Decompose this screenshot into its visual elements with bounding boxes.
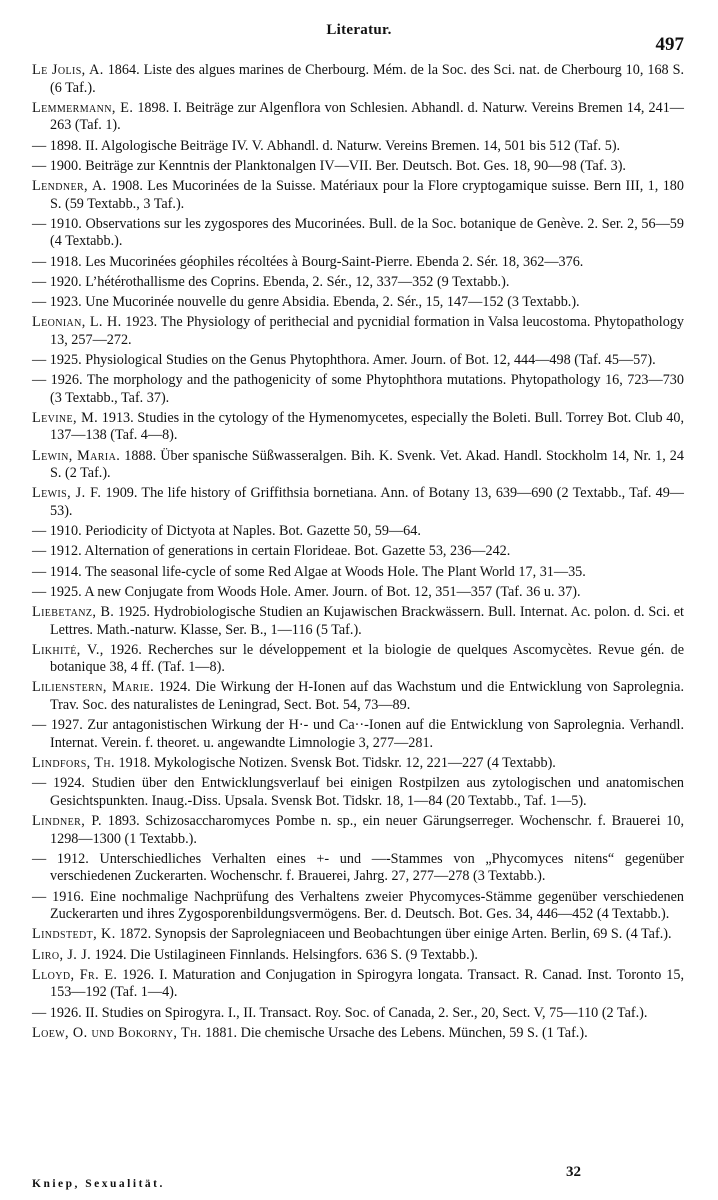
entry-text: — 1900. Beiträge zur Kenntnis der Planktonalgen IV—VII. Ber. Deutsch. Bot. Ges. 18, 90—98 (Taf. 3). [32,157,626,174]
bibliography-entry [32,138,684,156]
entry-author: Lendner, A. [32,177,107,194]
entry-text: — 1926. II. Studies on Spirogyra. I., II. Transact. Roy. Soc. of Canada, 2. Ser., 20, Sect. V, 75—110 (2 Taf.). [32,1004,648,1021]
entry-author: Lilienstern, Marie. [32,679,154,696]
bibliography-entry [32,642,684,677]
bibliography-entry [32,523,684,541]
entry-author: Lemmermann, E. [32,99,134,116]
running-title: Literatur. [326,22,392,38]
entry-text: — 1924. Studien über den Entwicklungsverlauf bei einigen Rostpilzen aus zytologischen und anatomischen Gesichtspunkten. Inaug.-Diss. Upsala. Svensk Bot. Tidskr. 18, 1—84 (20 Textabb., Taf. 1—5). [32,775,684,809]
entry-author: Lewin, Maria. [32,447,121,464]
entry-text: 1888. Über spanische Süßwasseralgen. Bih. K. Svenk. Vet. Akad. Handl. Stockholm 14, Nr. 1, 24 S. (2 Taf.). [50,447,684,482]
entry-author: Liebetanz, B. [32,603,115,620]
bibliography-entry [32,584,684,602]
entry-text: — 1925. A new Conjugate from Woods Hole. Amer. Journ. of Bot. 12, 351—357 (Taf. 36 u. 37). [32,583,581,600]
bibliography-entry [32,158,684,176]
entry-author: Lewis, J. F. [32,485,102,502]
printer-signature: Kniep, Sexualität. [32,1178,165,1190]
bibliography-entry [32,216,684,251]
entry-text: — 1927. Zur antagonistischen Wirkung der H·- und Ca··-Ionen auf die Entwicklung von Saprolegnia. Verhandl. Internat. Verein. f. theoret. u. angewandte Limnologie 3, 277—281. [32,717,684,751]
entry-author: Leonian, L. H. [32,314,122,331]
page-header [0,22,718,55]
bibliography-entry [32,294,684,312]
bibliography-entry [32,543,684,561]
entry-text: — 1912. Alternation of generations in certain Florideae. Bot. Gazette 53, 236—242. [32,543,511,560]
entry-text: — 1925. Physiological Studies on the Genus Phytophthora. Amer. Journ. of Bot. 12, 444—498 (Taf. 45—57). [32,351,656,368]
bibliography-entry [32,274,684,292]
entry-text: — 1918. Les Mucorinées géophiles récoltées à Bourg-Saint-Pierre. Ebenda 2. Sér. 18, 362—376. [32,253,584,270]
bibliography-entry [32,62,684,97]
bibliography-entry [32,755,684,773]
bibliography-entry [32,967,684,1002]
bibliography-entry [32,352,684,370]
entry-author: Loew, O. und Bokorny, Th. [32,1024,202,1041]
signature-mark: 32 [566,1164,581,1180]
bibliography-entry [32,1005,684,1023]
entry-author: Liro, J. J. [32,946,92,963]
entry-author: Levine, M. [32,409,99,426]
entry-text: — 1916. Eine nochmalige Nachprüfung des Verhaltens zweier Phycomyces-Stämme gegenüber verschiedenen Zuckerarten und ihres Zygosporenbildungsvermögens. Ber. d. Deutsch. Bot. Ges. 34, 446—452 (4 Textabb.). [32,888,684,923]
bibliography-entry [32,813,684,848]
entry-text: 1864. Liste des algues marines de Cherbourg. Mém. de la Soc. des Sci. nat. de Cherbourg 10, 168 S. (6 Taf.). [50,62,685,96]
entry-text: 1926. Recherches sur le développement et la biologie de quelques Ascomycètes. Revue gén. de botanique 38, 4 ff. (Taf. 1—8). [50,641,684,676]
entry-text: 1881. Die chemische Ursache des Lebens. München, 59 S. (1 Taf.). [201,1024,588,1041]
entry-author: Lindner, P. [32,813,102,829]
bibliography-entry [32,889,684,924]
entry-text: 1913. Studies in the cytology of the Hymenomycetes, especially the Boleti. Bull. Torrey Bot. Club 40, 137—138 (Taf. 4—8). [50,409,684,444]
page-number: 497 [655,34,684,55]
entry-text: 1926. I. Maturation and Conjugation in Spirogyra longata. Transact. R. Canad. Inst. Toronto 15, 153—192 (Taf. 1—4). [50,966,684,1001]
bibliography-entry [32,851,684,886]
bibliography-entry [32,775,684,810]
entry-text: 1923. The Physiology of perithecial and pycnidial formation in Valsa leucostoma. Phytopathology 13, 257—272. [50,314,685,348]
entry-text: 1872. Synopsis der Saprolegniaceen und Beobachtungen über einige Arten. Berlin, 69 S. (4 Taf.). [115,926,672,943]
entry-author: Likhité, V., [32,641,104,658]
entry-text: — 1926. The morphology and the pathogenicity of some Phytophthora mutations. Phytopathology 16, 723—730 (3 Textabb., Taf. 37). [32,372,684,406]
page-footer [0,1164,718,1194]
entry-text: 1909. The life history of Griffithsia bornetiana. Ann. of Botany 13, 639—690 (2 Textabb., Taf. 49—53). [50,485,684,519]
entry-text: 1893. Schizosaccharomyces Pombe n. sp., ein neuer Gärungserreger. Wochenschr. f. Brauerei 10, 1298—1300 (1 Textabb.). [50,813,684,847]
entry-text: — 1898. II. Algologische Beiträge IV. V. Abhandl. d. Naturw. Vereins Bremen. 14, 501 bis 512 (Taf. 5). [32,137,621,154]
entry-text: 1898. I. Beiträge zur Algenflora von Schlesien. Abhandl. d. Naturw. Vereins Bremen 14, 241—263 (Taf. 1). [50,99,684,134]
bibliography-entry [32,314,684,349]
entry-author: Lloyd, Fr. E. [32,966,118,983]
entry-author: Lindstedt, K. [32,926,116,943]
entry-author: Le Jolis, A. [32,62,104,78]
bibliography-entry [32,100,684,135]
entry-text: 1924. Die Wirkung der H-Ionen auf das Wachstum und die Entwicklung von Saprolegnia. Trav. Soc. des naturalistes de Leningrad, Sect. Bot. 54, 73—89. [50,679,685,714]
bibliography-entry [32,254,684,272]
bibliography-entry [32,564,684,582]
entry-text: — 1910. Periodicity of Dictyota at Naples. Bot. Gazette 50, 59—64. [32,523,421,540]
bibliography-entry [32,926,684,944]
bibliography-entry [32,1025,684,1043]
entry-text: 1908. Les Mucorinées de la Suisse. Matériaux pour la Flore cryptogamique suisse. Bern III, 1, 180 S. (59 Textabb., 3 Taf.). [50,177,684,212]
bibliography-entry [32,178,684,213]
bibliography-list [32,62,684,1045]
bibliography-entry [32,448,684,483]
bibliography-entry [32,717,684,752]
entry-text: — 1920. L’hétérothallisme des Coprins. Ebenda, 2. Sér., 12, 337—352 (9 Textabb.). [32,273,510,290]
entry-text: — 1923. Une Mucorinée nouvelle du genre Absidia. Ebenda, 2. Sér., 15, 147—152 (3 Textabb.). [32,293,580,310]
bibliography-entry [32,604,684,639]
bibliography-entry [32,679,684,714]
bibliography-entry [32,485,684,520]
entry-text: — 1910. Observations sur les zygospores des Mucorinées. Bull. de la Soc. botanique de Genève. 2. Ser. 2, 56—59 (4 Textabb.). [32,215,684,250]
entry-text: 1918. Mykologische Notizen. Svensk Bot. Tidskr. 12, 221—227 (4 Textabb). [114,755,556,772]
entry-text: — 1914. The seasonal life-cycle of some Red Algae at Woods Hole. The Plant World 17, 31—35. [32,563,586,580]
bibliography-entry [32,372,684,407]
entry-text: 1924. Die Ustilagineen Finnlands. Helsingfors. 636 S. (9 Textabb.). [91,946,478,963]
entry-author: Lindfors, Th. [32,755,115,772]
entry-text: 1925. Hydrobiologische Studien an Kujawischen Brackwässern. Bull. Internat. Ac. polon. d. Sci. et Lettres. Math.-naturw. Klasse, Ser. B., 1—116 (5 Taf.). [50,603,684,638]
bibliography-entry [32,947,684,965]
entry-text: — 1912. Unterschiedliches Verhalten eines +- und —-Stammes von „Phycomyces nitens“ gegenüber verschiedenen Zuckerarten. Wochenschr. f. Brauerei, Jahrg. 27, 277—278 (3 Textabb.). [32,850,684,885]
bibliography-entry [32,410,684,445]
